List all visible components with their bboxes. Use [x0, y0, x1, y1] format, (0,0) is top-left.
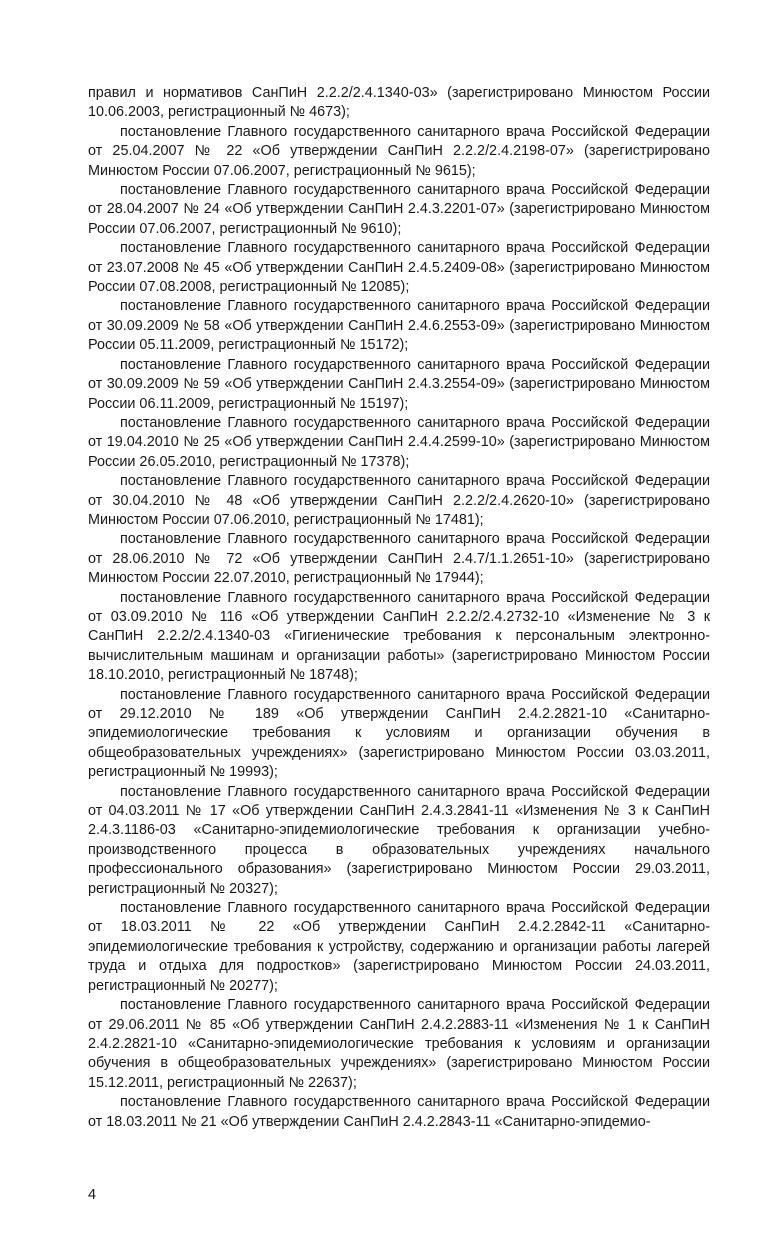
paragraph: постановление Главного государственного санитарного врача Российской Федерации от 04.03.2011 № 17 «Об утверждении СанПиН 2.4.3.2841-11 «Изменения № 3 к СанПиН 2.4.3.1186-03 «Санитарно-эпидемиологические требования к организации учебно-производственного процесса в образовательных учреждениях начального профессионального образования» (зарегистрировано Минюстом России 29.03.2011, регистрационный № 20327); — [88, 783, 710, 897]
paragraph: постановление Главного государственного санитарного врача Российской Федерации от 25.04.2007 № 22 «Об утверждении СанПиН 2.2.2/2.4.2198-07» (зарегистрировано Минюстом России 07.06.2007, регистрационный № 9615); — [88, 123, 710, 179]
paragraph: постановление Главного государственного санитарного врача Российской Федерации от 03.09.2010 № 116 «Об утверждении СанПиН 2.2.2/2.4.2732-10 «Изменение № 3 к СанПиН 2.2.2/2.4.1340-03 «Гигиенические требования к персональным электронно-вычислительным машинам и организации работы» (зарегистрировано Минюстом России 18.10.2010, регистрационный № 18748); — [88, 589, 710, 684]
paragraph-truncated: постановление Главного государственного санитарного врача Российской Федерации от 18.03.2011 № 21 «Об утверждении СанПиН 2.4.2.2843-11 «Санитарно-эпидемио- — [88, 1094, 710, 1130]
paragraph-continuation: правил и нормативов СанПиН 2.2.2/2.4.1340-03» (зарегистрировано Минюстом России 10.06.2003, регистрационный № 4673); — [88, 85, 710, 121]
page-number: 4 — [88, 1187, 97, 1203]
paragraph: постановление Главного государственного санитарного врача Российской Федерации от 30.09.2009 № 59 «Об утверждении СанПиН 2.4.3.2554-09» (зарегистрировано Минюстом России 06.11.2009, регистрационный № 15197); — [88, 356, 710, 412]
paragraph: постановление Главного государственного санитарного врача Российской Федерации от 29.12.2010 № 189 «Об утверждении СанПиН 2.4.2.2821-10 «Санитарно-эпидемиологические требования к условиям и организации обучения в общеобразовательных учреждениях» (зарегистрировано Минюстом России 03.03.2011, регистрационный № 19993); — [88, 686, 710, 781]
paragraph: постановление Главного государственного санитарного врача Российской Федерации от 28.04.2007 № 24 «Об утверждении СанПиН 2.4.3.2201-07» (зарегистрировано Минюстом России 07.06.2007, регистрационный № 9610); — [88, 182, 710, 237]
paragraph: постановление Главного государственного санитарного врача Российской Федерации от 28.06.2010 № 72 «Об утверждении СанПиН 2.4.7/1.1.2651-10» (зарегистрировано Минюстом России 22.07.2010, регистрационный № 17944); — [88, 531, 710, 587]
paragraph: постановление Главного государственного санитарного врача Российской Федерации от 19.04.2010 № 25 «Об утверждении СанПиН 2.4.4.2599-10» (зарегистрировано Минюстом России 26.05.2010, регистрационный № 17378); — [88, 414, 710, 470]
document-body — [88, 84, 710, 1132]
paragraph: постановление Главного государственного санитарного врача Российской Федерации от 30.04.2010 № 48 «Об утверждении СанПиН 2.2.2/2.4.2620-10» (зарегистрировано Минюстом России 07.06.2010, регистрационный № 17481); — [88, 473, 710, 528]
paragraph: постановление Главного государственного санитарного врача Российской Федерации от 29.06.2011 № 85 «Об утверждении СанПиН 2.4.2.2883-11 «Изменения № 1 к СанПиН 2.4.2.2821-10 «Санитарно-эпидемиологические требования к условиям и организации обучения в общеобразовательных учреждениях» (зарегистрировано Минюстом России 15.12.2011, регистрационный № 22637); — [88, 997, 710, 1091]
paragraph: постановление Главного государственного санитарного врача Российской Федерации от 18.03.2011 № 22 «Об утверждении СанПиН 2.4.2.2842-11 «Санитарно-эпидемиологические требования к устройству, содержанию и организации работы лагерей труда и отдыха для подростков» (зарегистрировано Минюстом России 24.03.2011, регистрационный № 20277); — [88, 900, 710, 994]
paragraph: постановление Главного государственного санитарного врача Российской Федерации от 30.09.2009 № 58 «Об утверждении СанПиН 2.4.6.2553-09» (зарегистрировано Минюстом России 05.11.2009, регистрационный № 15172); — [88, 298, 710, 354]
paragraph: постановление Главного государственного санитарного врача Российской Федерации от 23.07.2008 № 45 «Об утверждении СанПиН 2.4.5.2409-08» (зарегистрировано Минюстом России 07.08.2008, регистрационный № 12085); — [88, 240, 710, 296]
